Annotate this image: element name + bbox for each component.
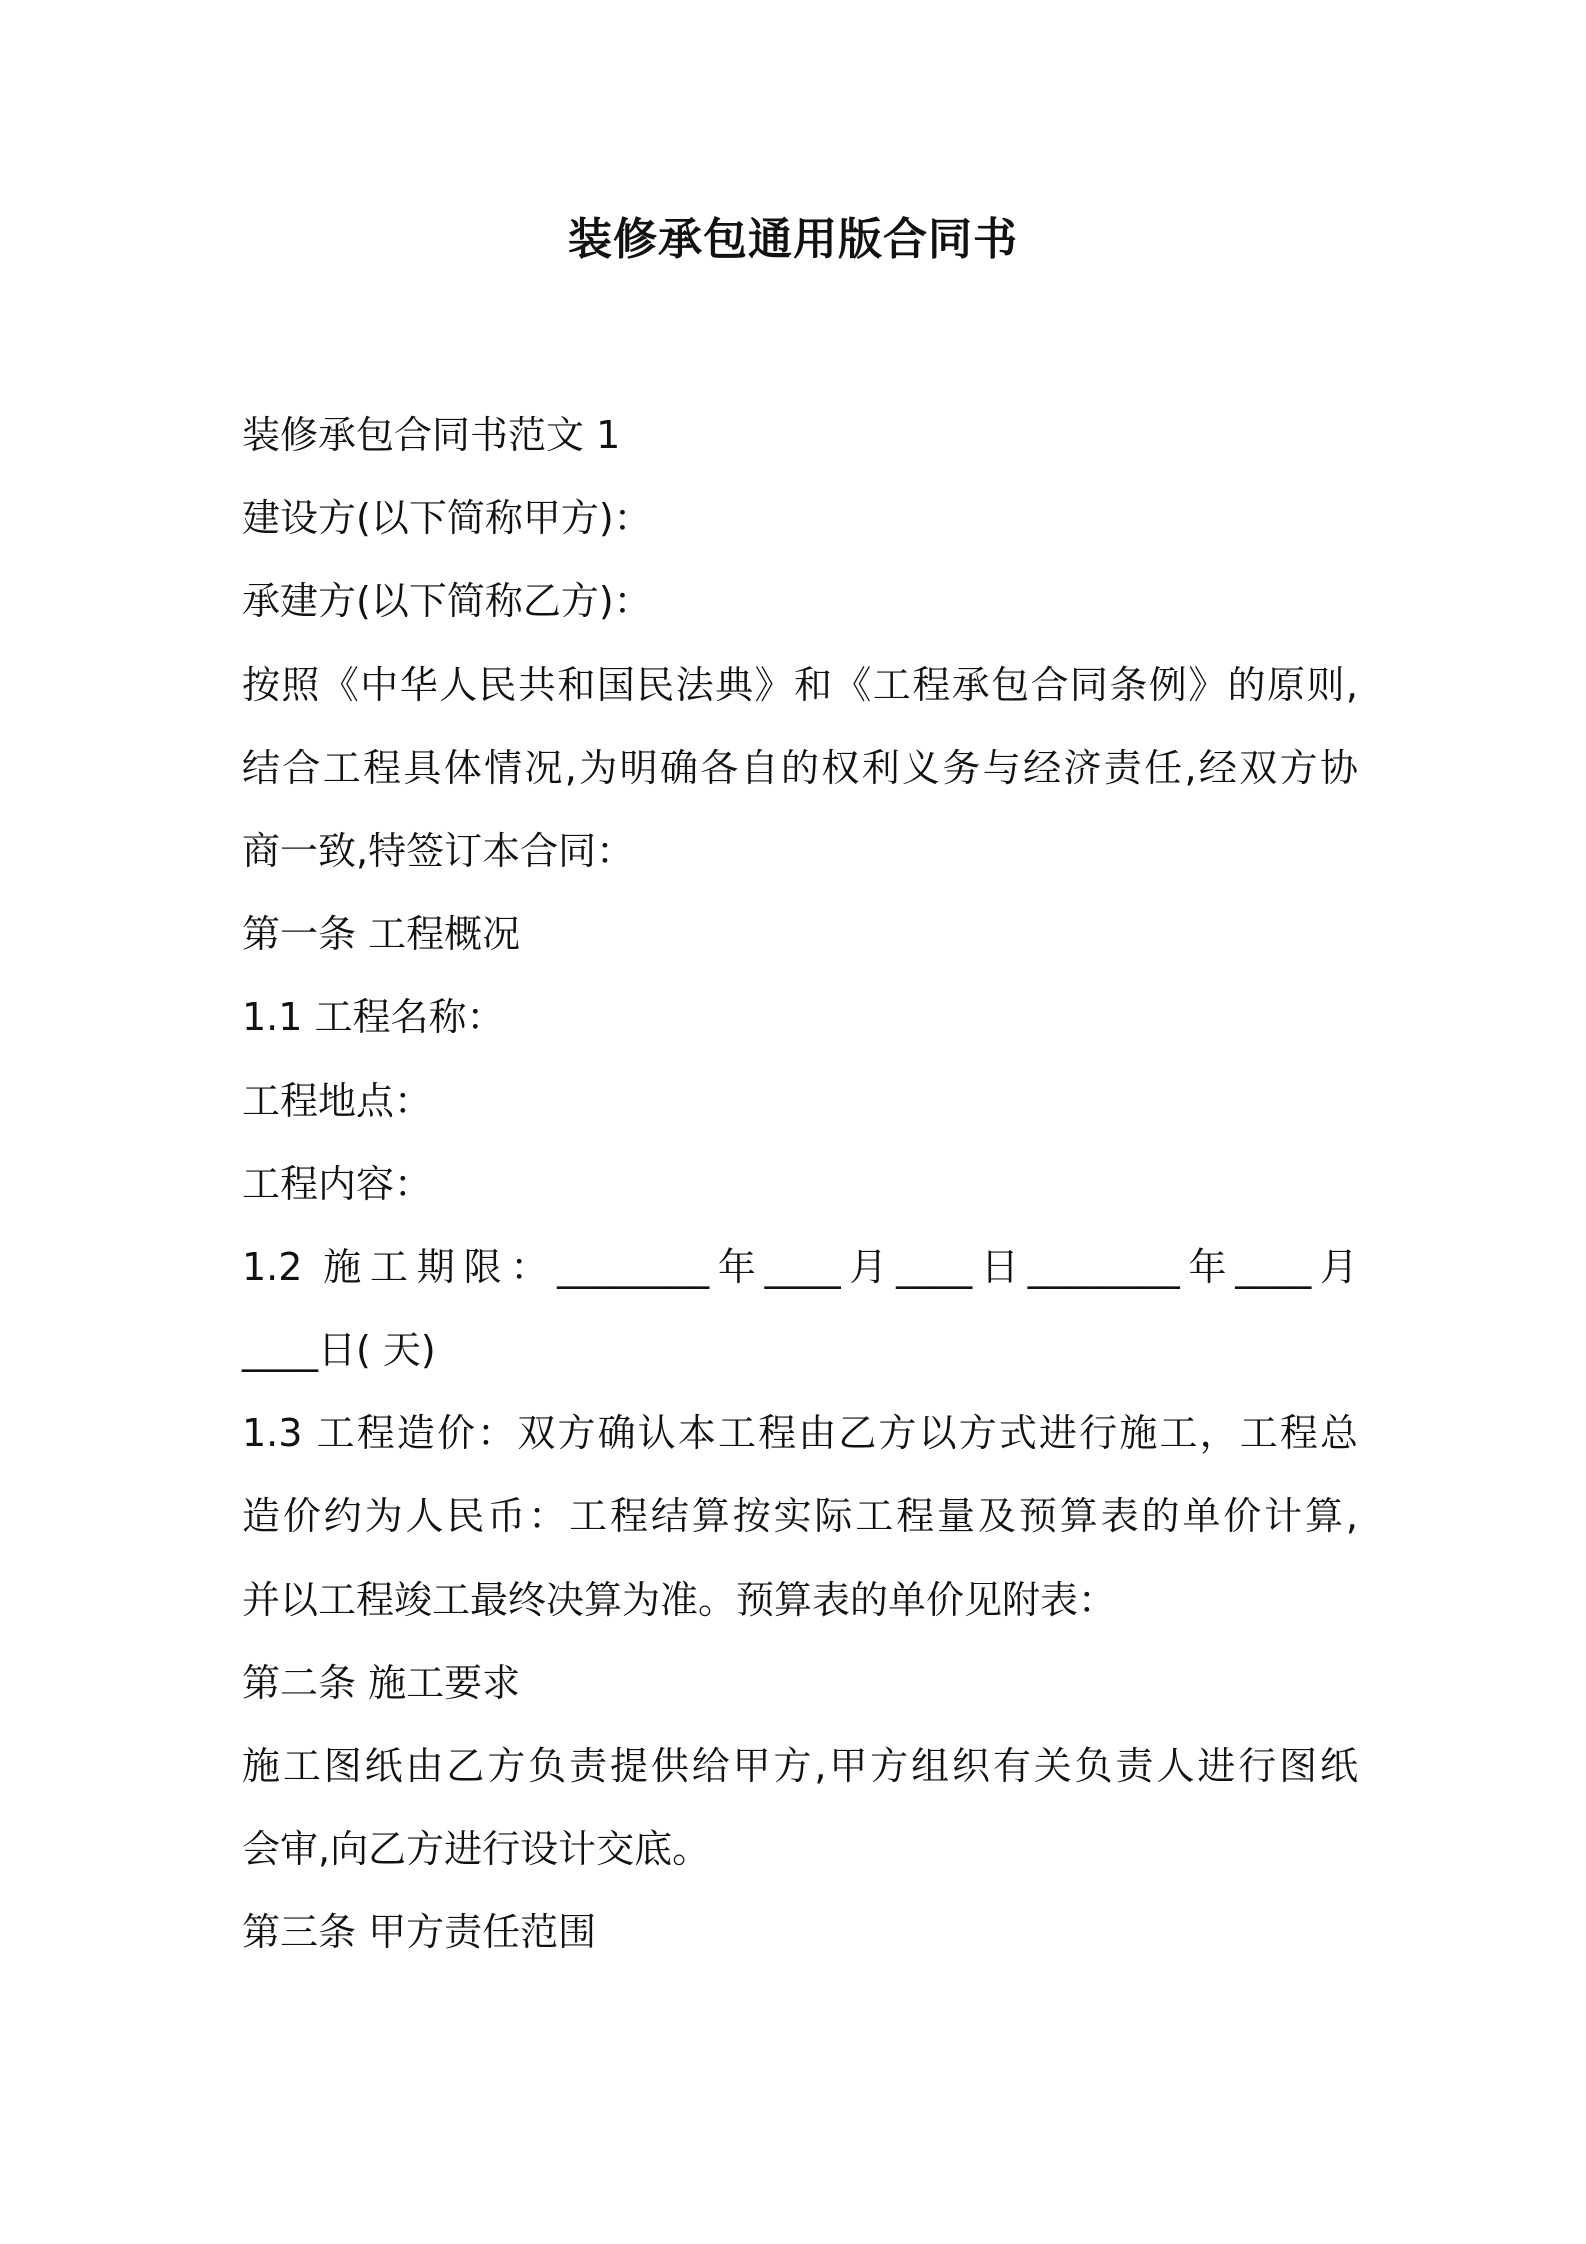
project-cost-line-3: 并以工程竣工最终决算为准。预算表的单价见附表： [242,1577,1117,1622]
construction-period-line-2: ____日( 天) [242,1328,436,1373]
preamble-line-1: 按照《中华人民共和国民法典》和《工程承包合同条例》的原则, [242,662,1358,707]
party-a-line: 建设方(以下简称甲方)： [242,496,652,541]
article-2-text-line-2: 会审,向乙方进行设计交底。 [242,1827,711,1872]
project-cost-line-1: 1.3 工程造价：双方确认本工程由乙方以方式进行施工，工程总 [242,1411,1358,1456]
article-2-text-line-1: 施工图纸由乙方负责提供给甲方,甲方组织有关负责人进行图纸 [242,1744,1358,1788]
article-2-heading: 第二条 施工要求 [242,1660,521,1705]
document-body [242,405,1358,1986]
project-name-line: 1.1 工程名称： [242,995,505,1040]
article-1-heading: 第一条 工程概况 [242,912,521,957]
project-cost-line-2: 造价约为人民币：工程结算按实际工程量及预算表的单价计算, [242,1494,1358,1539]
article-3-heading: 第三条 甲方责任范围 [242,1910,597,1955]
heading-sample-1: 装修承包合同书范文 1 [242,413,621,457]
project-location-line: 工程地点： [242,1078,433,1123]
preamble-line-2: 结合工程具体情况,为明确各自的权利义务与经济责任,经双方协 [242,745,1358,790]
construction-period-line-1: 1.2 施工期限：________年____月____日________年____月 [242,1244,1358,1289]
party-b-line: 承建方(以下简称乙方)： [242,579,652,624]
document-title: 装修承包通用版合同书 [568,214,1018,265]
project-content-line: 工程内容： [242,1161,433,1206]
preamble-line-3: 商一致,特签订本合同： [242,828,635,873]
